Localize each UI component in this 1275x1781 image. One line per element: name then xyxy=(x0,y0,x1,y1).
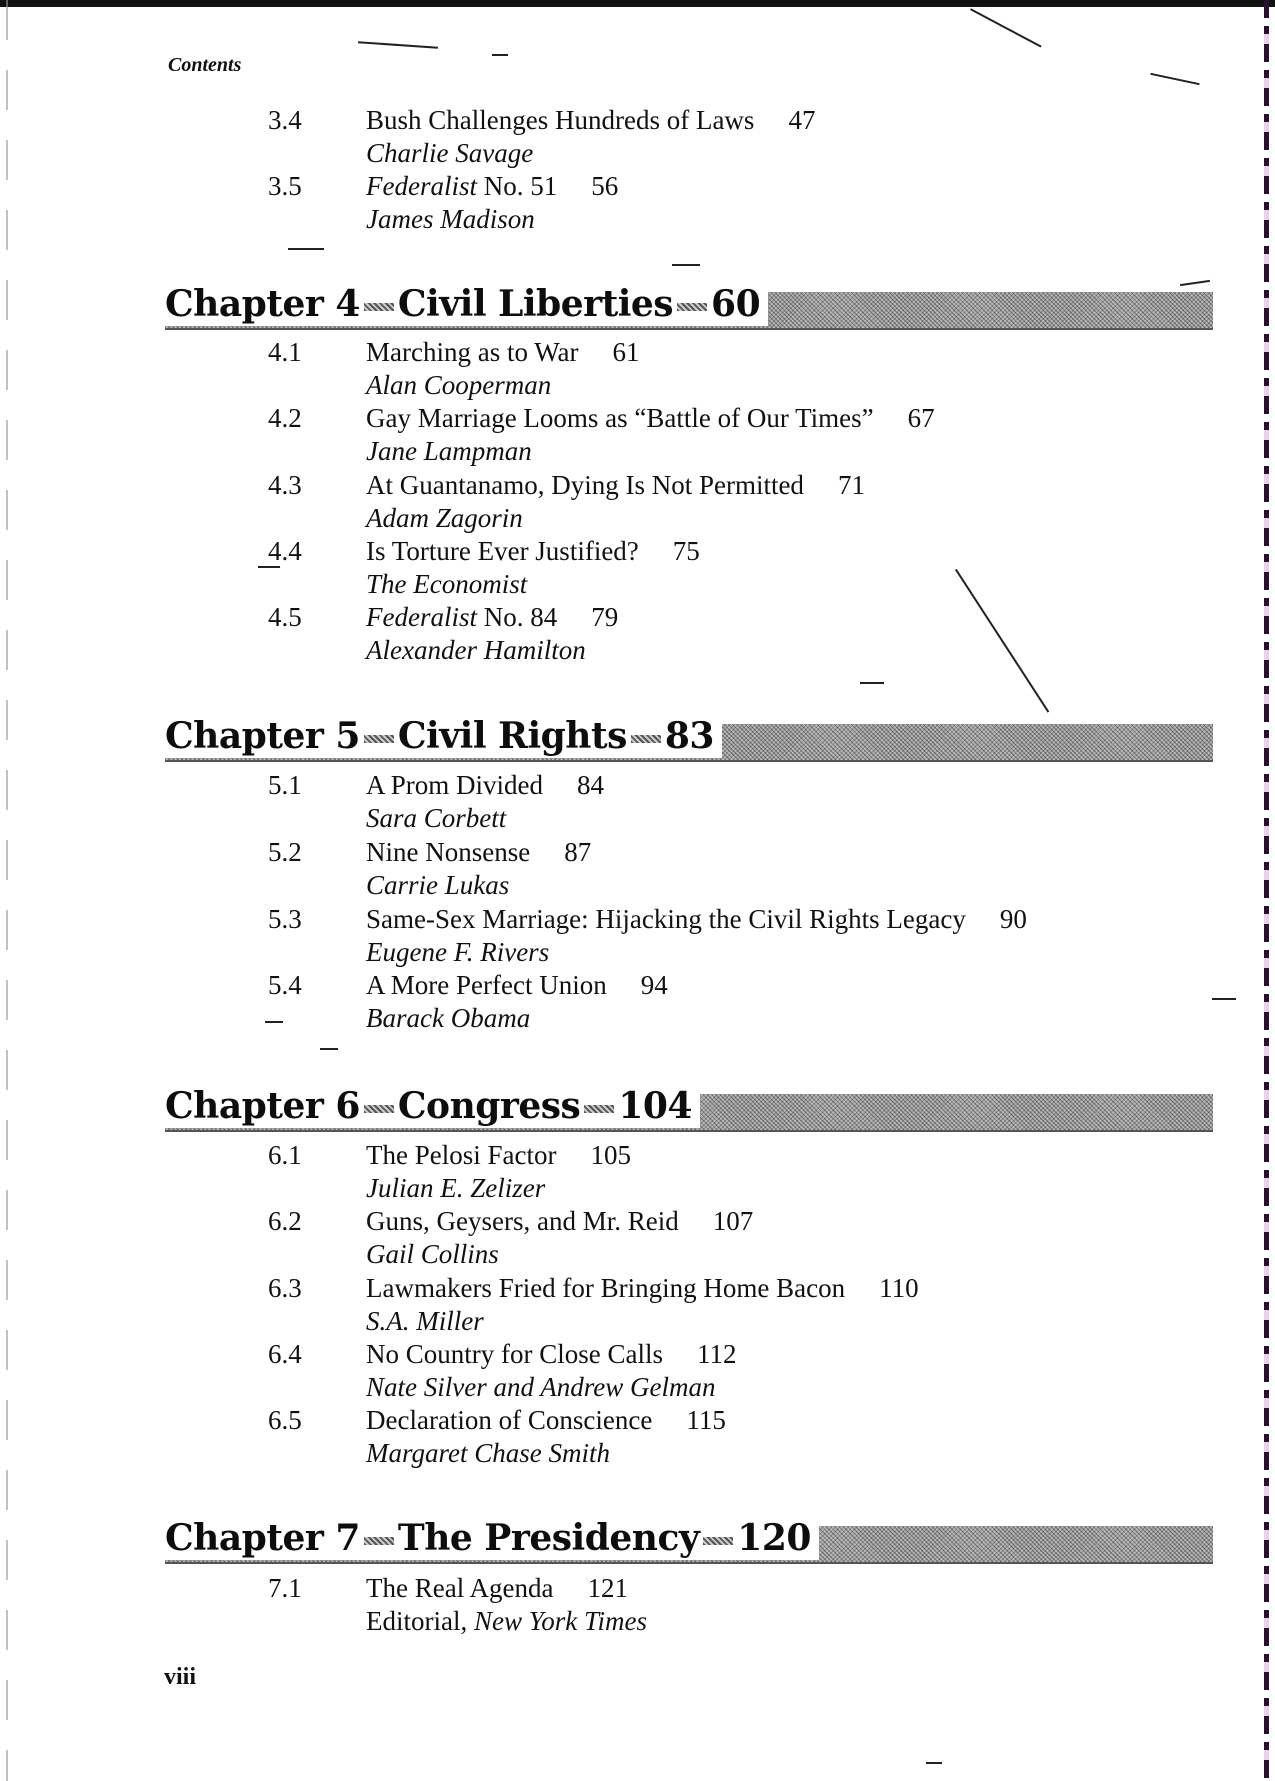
scan-artifact xyxy=(288,248,324,250)
entry-title-text: Bush Challenges Hundreds of Laws xyxy=(366,105,755,135)
entry-number: 6.1 xyxy=(268,1140,302,1170)
entry-title xyxy=(366,769,604,802)
entry-author xyxy=(366,1605,647,1638)
entry-title-text: Nine Nonsense xyxy=(366,837,531,867)
entry-page: 84 xyxy=(577,770,605,800)
entry-number: 4.1 xyxy=(268,337,302,367)
entry-page: 115 xyxy=(686,1405,726,1435)
entry-number: 6.4 xyxy=(268,1339,302,1369)
running-head: Contents xyxy=(168,54,242,76)
scan-top-border xyxy=(0,0,1275,7)
entry-title-text: Guns, Geysers, and Mr. Reid xyxy=(366,1206,679,1236)
chapter-name: The Presidency xyxy=(397,1517,700,1559)
entry-number: 3.5 xyxy=(268,171,302,201)
separator xyxy=(364,1105,394,1113)
entry-title-text: A More Perfect Union xyxy=(366,970,607,1000)
chapter-label xyxy=(165,282,768,326)
chapter-name: Civil Liberties xyxy=(397,283,674,325)
entry-page: 67 xyxy=(907,403,935,433)
entry-author: Carrie Lukas xyxy=(366,870,510,900)
separator xyxy=(364,1537,394,1545)
chapter-page: 120 xyxy=(737,1517,811,1559)
entry-author: Julian E. Zelizer xyxy=(366,1173,546,1203)
entry-title-text: At Guantanamo, Dying Is Not Permitted xyxy=(366,470,804,500)
entry-title xyxy=(366,1272,919,1305)
entry-title xyxy=(366,336,640,369)
entry-title-text: Marching as to War xyxy=(366,337,579,367)
separator xyxy=(584,1105,614,1113)
entry-author: Eugene F. Rivers xyxy=(366,937,550,967)
entry-page: 121 xyxy=(587,1573,628,1603)
chapter-page: 83 xyxy=(664,715,714,757)
entry-title xyxy=(366,535,700,568)
entry-page: 56 xyxy=(591,171,619,201)
entry-author: Charlie Savage xyxy=(366,138,534,168)
entry-title-italic: Federalist xyxy=(366,602,477,632)
entry-page: 71 xyxy=(837,470,865,500)
entry-number: 4.5 xyxy=(268,602,302,632)
entry-title-text: No Country for Close Calls xyxy=(366,1339,663,1369)
entry-title-text: Same-Sex Marriage: Hijacking the Civil Rights Legacy xyxy=(366,904,966,934)
entry-number: 5.4 xyxy=(268,970,302,1000)
entry-title xyxy=(366,402,935,435)
entry-title xyxy=(366,1572,628,1605)
separator xyxy=(631,735,661,743)
entry-number: 6.2 xyxy=(268,1206,302,1236)
scan-artifact xyxy=(860,682,884,684)
entry-author: Adam Zagorin xyxy=(366,503,523,533)
author-publication: New York Times xyxy=(473,1606,648,1636)
entry-page: 47 xyxy=(788,105,816,135)
chapter-name: Civil Rights xyxy=(397,715,627,757)
chapter-label xyxy=(165,1084,700,1128)
entry-author: Gail Collins xyxy=(366,1239,499,1269)
entry-author: Nate Silver and Andrew Gelman xyxy=(366,1372,716,1402)
entry-author: The Economist xyxy=(366,569,528,599)
entry-title xyxy=(366,170,618,203)
entry-page: 105 xyxy=(590,1140,631,1170)
entry-title-text: The Real Agenda xyxy=(366,1573,554,1603)
scan-artifact xyxy=(1212,998,1236,1000)
entry-author: Barack Obama xyxy=(366,1003,531,1033)
entry-title xyxy=(366,1139,631,1172)
scan-artifact xyxy=(955,569,1049,713)
separator xyxy=(364,735,394,743)
chapter-heading-4 xyxy=(165,282,1213,328)
scan-artifact xyxy=(926,1762,942,1764)
separator xyxy=(364,303,394,311)
entry-page: 61 xyxy=(612,337,640,367)
entry-title xyxy=(366,601,618,634)
entry-title-italic: Federalist xyxy=(366,171,477,201)
entry-number: 3.4 xyxy=(268,105,302,135)
chapter-label xyxy=(165,1516,819,1560)
entry-page: 107 xyxy=(712,1206,754,1236)
chapter-number: Chapter 5 xyxy=(165,715,360,757)
entry-title-text: The Pelosi Factor xyxy=(366,1140,557,1170)
entry-title xyxy=(366,104,815,137)
entry-author: Alexander Hamilton xyxy=(366,635,586,665)
scan-artifact xyxy=(970,8,1042,47)
entry-title-text: Gay Marriage Looms as “Battle of Our Times” xyxy=(366,403,874,433)
entry-number: 5.1 xyxy=(268,770,302,800)
scan-artifact xyxy=(258,566,280,568)
entry-title xyxy=(366,1338,737,1371)
entry-number: 4.3 xyxy=(268,470,302,500)
entry-title-text: Declaration of Conscience xyxy=(366,1405,653,1435)
separator xyxy=(677,303,707,311)
entry-number: 5.2 xyxy=(268,837,302,867)
entry-number: 7.1 xyxy=(268,1573,302,1603)
separator xyxy=(703,1537,733,1545)
page-number: viii xyxy=(164,1664,197,1690)
scan-artifact xyxy=(358,41,438,49)
scan-artifact xyxy=(672,264,700,266)
scan-right-edge xyxy=(1264,0,1269,1781)
chapter-label xyxy=(165,714,722,758)
scan-left-edge xyxy=(6,0,8,1781)
entry-number: 4.4 xyxy=(268,536,302,566)
entry-page: 112 xyxy=(697,1339,737,1369)
entry-title xyxy=(366,1404,726,1437)
entry-page: 79 xyxy=(591,602,619,632)
entry-number: 6.3 xyxy=(268,1273,302,1303)
entry-title xyxy=(366,1205,753,1238)
entry-title xyxy=(366,469,865,502)
chapter-page: 104 xyxy=(618,1085,692,1127)
chapter-page: 60 xyxy=(711,283,761,325)
chapter-heading-7 xyxy=(165,1516,1213,1562)
chapter-number: Chapter 7 xyxy=(165,1517,360,1559)
entry-title-text: Is Torture Ever Justified? xyxy=(366,536,639,566)
entry-author: Margaret Chase Smith xyxy=(366,1438,610,1468)
entry-page: 110 xyxy=(879,1273,919,1303)
entry-title xyxy=(366,836,591,869)
entry-page: 75 xyxy=(672,536,700,566)
entry-title-text: No. 84 xyxy=(476,602,558,632)
entry-title-text: No. 51 xyxy=(476,171,558,201)
author-prefix: Editorial, xyxy=(366,1606,474,1636)
entry-number: 4.2 xyxy=(268,403,302,433)
entry-number: 5.3 xyxy=(268,904,302,934)
scan-artifact xyxy=(492,54,508,56)
chapter-heading-6 xyxy=(165,1084,1213,1130)
entry-page: 94 xyxy=(640,970,668,1000)
scan-artifact xyxy=(1150,73,1199,85)
entry-author: Jane Lampman xyxy=(366,436,532,466)
entry-title xyxy=(366,969,668,1002)
chapter-number: Chapter 6 xyxy=(165,1085,360,1127)
scan-artifact xyxy=(265,1021,283,1023)
entry-author: Sara Corbett xyxy=(366,803,507,833)
entry-page: 87 xyxy=(564,837,592,867)
chapter-number: Chapter 4 xyxy=(165,283,360,325)
entry-number: 6.5 xyxy=(268,1405,302,1435)
entry-author: Alan Cooperman xyxy=(366,370,552,400)
chapter-heading-5 xyxy=(165,714,1213,760)
entry-page: 90 xyxy=(999,904,1027,934)
entry-title-text: A Prom Divided xyxy=(366,770,544,800)
chapter-name: Congress xyxy=(397,1085,581,1127)
entry-title-text: Lawmakers Fried for Bringing Home Bacon xyxy=(366,1273,846,1303)
scan-artifact xyxy=(320,1048,338,1050)
entry-author: James Madison xyxy=(366,204,535,234)
entry-author: S.A. Miller xyxy=(366,1306,484,1336)
entry-title xyxy=(366,903,1027,936)
